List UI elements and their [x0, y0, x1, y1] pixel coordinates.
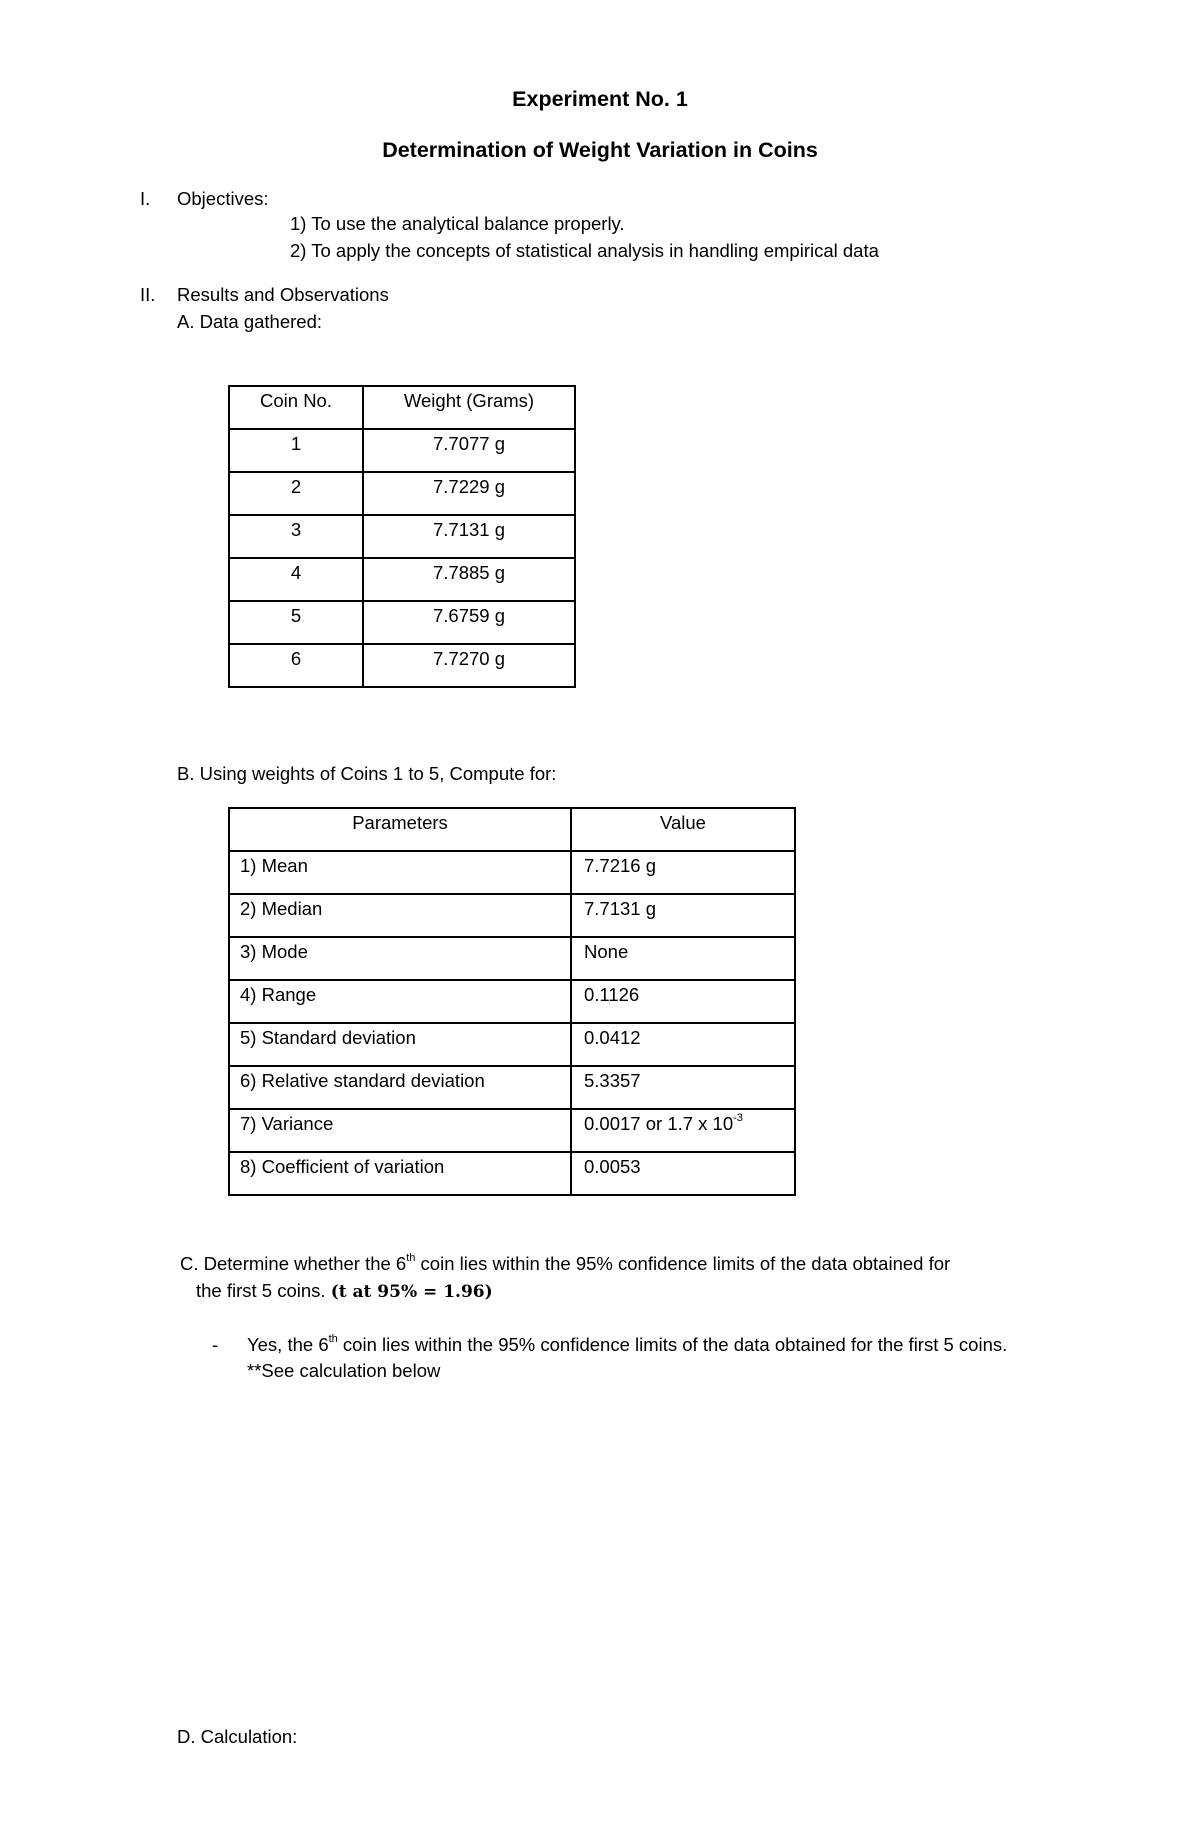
coin-number-cell: 2 — [229, 472, 363, 515]
parameter-value-cell: 0.0053 — [571, 1152, 795, 1195]
parameter-value-cell: 7.7131 g — [571, 894, 795, 937]
table-row — [229, 429, 575, 472]
parameter-value-cell: 0.1126 — [571, 980, 795, 1023]
table-row — [229, 894, 795, 937]
section-two-heading: Results and Observations — [177, 284, 389, 305]
coin-weight-cell: 7.7077 g — [363, 429, 575, 472]
coin-weight-cell: 7.6759 g — [363, 601, 575, 644]
t-value-formula: (t at 95% = 1.96) — [330, 1282, 493, 1302]
coin-weight-cell: 7.7885 g — [363, 558, 575, 601]
ordinal-suffix: th — [406, 1251, 416, 1264]
table-row — [229, 1066, 795, 1109]
section-one-numeral: I. — [140, 188, 151, 209]
table-header-row — [229, 386, 575, 429]
section-c-question-line2: the first 5 coins. (t at 95% = 1.96) — [196, 1280, 493, 1302]
coin-number-cell: 6 — [229, 644, 363, 687]
experiment-number: Experiment No. 1 — [512, 87, 688, 111]
coin-weights-table — [228, 385, 576, 688]
table-row — [229, 851, 795, 894]
section-d-heading: D. Calculation: — [177, 1726, 298, 1747]
parameter-name-cell: 7) Variance — [229, 1109, 571, 1152]
ordinal-suffix: th — [328, 1332, 338, 1345]
objective-item: 1) To use the analytical balance properly. — [290, 213, 625, 234]
section-two-numeral: II. — [140, 284, 156, 305]
answer-note: **See calculation below — [247, 1360, 441, 1381]
table-header-row — [229, 808, 795, 851]
parameters-table — [228, 807, 796, 1196]
section-b-heading: B. Using weights of Coins 1 to 5, Compute for: — [177, 763, 557, 784]
parameter-value-cell: 5.3357 — [571, 1066, 795, 1109]
table-row — [229, 1109, 795, 1152]
coin-weight-cell: 7.7131 g — [363, 515, 575, 558]
column-header: Parameters — [229, 808, 571, 851]
parameter-value-cell: 7.7216 g — [571, 851, 795, 894]
coin-weight-cell: 7.7270 g — [363, 644, 575, 687]
coin-number-cell: 5 — [229, 601, 363, 644]
column-header: Value — [571, 808, 795, 851]
table-row — [229, 601, 575, 644]
parameter-name-cell: 5) Standard deviation — [229, 1023, 571, 1066]
parameter-name-cell: 8) Coefficient of variation — [229, 1152, 571, 1195]
objective-item: 2) To apply the concepts of statistical analysis in handling empirical data — [290, 240, 879, 261]
variance-exponent: -3 — [733, 1111, 743, 1124]
table-row — [229, 937, 795, 980]
table-row — [229, 558, 575, 601]
coin-number-cell: 4 — [229, 558, 363, 601]
coin-number-cell: 3 — [229, 515, 363, 558]
bullet-dash: - — [212, 1334, 219, 1355]
parameter-name-cell: 1) Mean — [229, 851, 571, 894]
table-row — [229, 1152, 795, 1195]
parameter-name-cell: 6) Relative standard deviation — [229, 1066, 571, 1109]
table-row — [229, 515, 575, 558]
variance-value-text: 0.0017 or 1.7 x 10 — [584, 1113, 734, 1134]
section-c-question-line1: C. Determine whether the 6th coin lies within the 95% confidence limits of the data obtained for — [180, 1251, 951, 1274]
table-row — [229, 644, 575, 687]
table-row — [229, 980, 795, 1023]
parameter-value-cell — [571, 1109, 795, 1152]
coin-number-cell: 1 — [229, 429, 363, 472]
parameter-name-cell: 3) Mode — [229, 937, 571, 980]
table-row — [229, 472, 575, 515]
coin-weight-cell: 7.7229 g — [363, 472, 575, 515]
parameter-value-cell: None — [571, 937, 795, 980]
section-one-heading: Objectives: — [177, 188, 269, 209]
parameter-name-cell: 4) Range — [229, 980, 571, 1023]
table-row — [229, 1023, 795, 1066]
data-gathered-label: A. Data gathered: — [177, 311, 323, 332]
answer-line1: Yes, the 6th coin lies within the 95% confidence limits of the data obtained for the first 5 coins. — [247, 1332, 1008, 1355]
column-header: Coin No. — [229, 386, 363, 429]
parameter-value-cell: 0.0412 — [571, 1023, 795, 1066]
parameter-name-cell: 2) Median — [229, 894, 571, 937]
column-header: Weight (Grams) — [363, 386, 575, 429]
experiment-title: Determination of Weight Variation in Coins — [382, 138, 818, 162]
